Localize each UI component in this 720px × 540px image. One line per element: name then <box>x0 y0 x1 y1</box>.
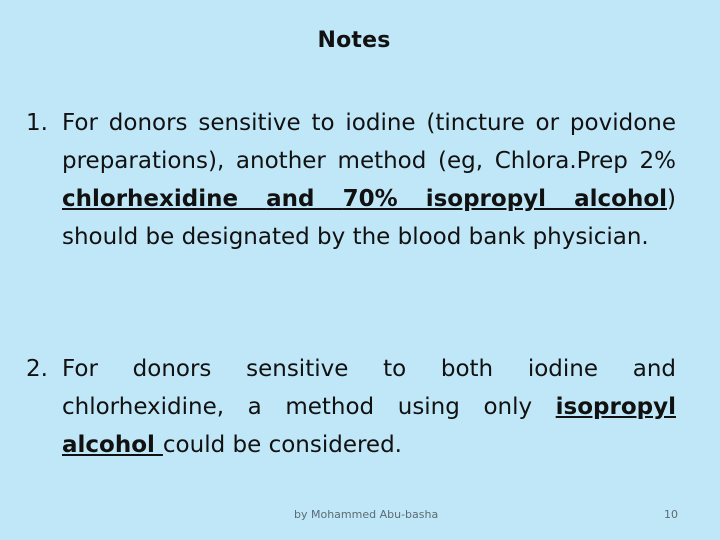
note-number-2: 2. <box>26 356 48 382</box>
note-item-2 <box>26 350 676 464</box>
note-number-1: 1. <box>26 110 48 136</box>
note-text-2-underlined-1: isopropyl alcohol <box>62 394 676 458</box>
note-text-1-underlined-3: 70% isopropyl alcohol <box>342 186 668 212</box>
page-number: 10 <box>664 508 678 521</box>
note-list-1 <box>26 104 676 256</box>
note-text-2-part-2: could be considered. <box>162 432 402 458</box>
note-text-2-part-1: For donors sensitive to both iodine and chlorhexidine, a method using only <box>62 356 676 420</box>
footer-author: by Mohammed Abu-basha <box>294 508 439 521</box>
note-text-1-part-4: ) should be designated by the blood bank physician. <box>62 186 676 250</box>
slide-title: Notes <box>317 28 391 53</box>
note-text-1-part-1: For donors sensitive to iodine (tincture or povidone preparations), another method (eg, Chlora.Prep 2% <box>62 110 676 174</box>
note-text-1-underlined-2: and <box>266 186 343 212</box>
note-list-2 <box>26 350 676 464</box>
note-item-1 <box>26 104 676 256</box>
note-text-1-underlined-1: chlorhexidine <box>62 186 267 212</box>
